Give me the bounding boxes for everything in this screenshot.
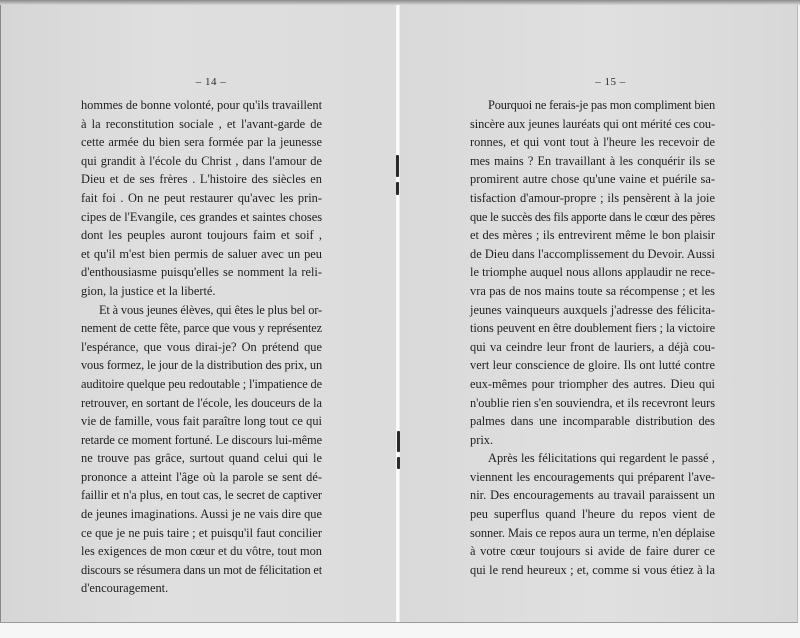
- text-line: cette armée du bien sera formée par la jeunesse: [81, 135, 322, 150]
- text-line: retarde ce moment fortuné. Le discours lui-même: [81, 432, 322, 447]
- text-line: à votre cœur toujours si avide de faire durer ce: [470, 544, 715, 559]
- text-line: nement de cette fête, parce que vous y représentez: [81, 321, 322, 336]
- text-line: Et à vous jeunes élèves, qui êtes le plus bel or-: [99, 302, 322, 317]
- text-line: qui le rend heureux ; et, comme si vous étiez à la: [470, 562, 715, 577]
- text-line: sonner. Mais ce repos aura un terme, n'en déplaise: [470, 525, 715, 540]
- left-page-body: [81, 96, 322, 598]
- text-line: fait foi . On ne peut restaurer qu'avec les prin-: [81, 190, 322, 205]
- text-line: vra pas de nos mains toute sa récompense ; et les: [470, 283, 715, 298]
- text-line: viennent les encouragements qui préparent l'ave-: [470, 469, 715, 484]
- text-line: prix.: [470, 432, 494, 447]
- text-line: et qu'il m'est bien permis de saluer avec un peu: [81, 246, 322, 261]
- text-line: vert leur conscience de gloire. Ils ont lutté contre: [470, 358, 715, 373]
- text-line: les exigences de mon cœur et du vôtre, tout mon: [81, 544, 322, 559]
- right-page: [400, 5, 797, 622]
- text-line: d'encouragement.: [81, 581, 169, 596]
- text-line: n'oublie rien s'en souviendra, et ils recevront leurs: [470, 395, 715, 410]
- text-line: gion, la justice et la liberté.: [81, 283, 216, 298]
- text-line: Pourquoi ne ferais-je pas mon compliment bien: [488, 98, 715, 112]
- text-line: ronnes, et qui vont tout à l'heure les recevoir de: [470, 135, 715, 150]
- text-line: retrouver, en sortant de l'école, les douceurs de la: [81, 395, 322, 410]
- text-line: et des mères ; ils entrevirent même le bon plaisir: [470, 228, 715, 243]
- booklet-spread: [0, 5, 798, 623]
- text-line: que le succès des fils apporte dans le cœur des pères: [470, 209, 715, 224]
- text-line: tions peuvent en être doublement fiers ; la victoire: [470, 321, 715, 336]
- text-line: palmes dans une incomparable distribution des: [470, 414, 715, 429]
- text-line: tisfaction d'amour-propre ; ils pensèrent à la joie: [470, 190, 715, 205]
- right-page-body: [470, 96, 715, 579]
- text-line: ce que je ne puis taire ; et puisqu'il faut concilier: [81, 525, 322, 540]
- text-line: promirent autre chose qu'une vaine et puérile sa-: [470, 172, 715, 187]
- text-line: le triomphe auquel nous allons applaudir ne rece-: [470, 265, 715, 280]
- text-line: mes mains ? En travaillant à les conquérir ils se: [470, 153, 715, 168]
- text-line: vous formez, le jour de la distribution des prix, un: [81, 358, 322, 373]
- staple-top: [396, 155, 399, 177]
- text-line: faillir et n'a plus, en tout cas, le secret de captiver: [81, 488, 322, 503]
- text-line: de Dieu dans l'accomplissement du Devoir. Aussi: [470, 246, 715, 261]
- text-line: sincère aux jeunes lauréats qui ont mérité ces cou-: [470, 116, 715, 131]
- text-line: Après les félicitations qui regardent le passé ,: [488, 451, 715, 466]
- page-number-right: – 15 –: [595, 76, 626, 88]
- text-line: auditoire quelque peu redoutable ; l'impatience de: [81, 376, 322, 391]
- text-line: vie de famille, vous fait paraître long tout ce qui: [81, 414, 322, 429]
- text-line: prononce a atteint l'âge où la parole se sent dé-: [81, 469, 322, 484]
- text-line: hommes de bonne volonté, pour qu'ils travaillent: [81, 98, 322, 112]
- text-line: ne trouve pas grâce, surtout quand celui qui le: [81, 451, 322, 466]
- staple-top-lower: [396, 182, 399, 195]
- text-line: qui grandit à l'école du Christ , dans l'amour de: [81, 153, 322, 168]
- page-number-left: – 14 –: [195, 76, 227, 88]
- text-line: jeunes vainqueurs auxquels j'adresse des félicita-: [470, 302, 715, 317]
- left-page: [0, 5, 397, 622]
- text-line: eux-mêmes pour triompher des autres. Dieu qui: [470, 376, 715, 391]
- text-line: peu superflus quand l'heure du repos vient de: [470, 507, 715, 522]
- text-line: nir. Des encouragements au travail paraissent un: [470, 488, 715, 503]
- text-line: dont les peuples auront toujours faim et soif ,: [81, 228, 322, 243]
- text-line: cipes de l'Evangile, ces grandes et saintes choses: [81, 209, 322, 224]
- text-line: qui va ceindre leur front de lauriers, a déjà cou-: [470, 339, 715, 354]
- text-line: Dieu et de ses frères . L'histoire des siècles en: [81, 172, 322, 187]
- scanner-bottom-margin: [0, 623, 800, 638]
- text-line: l'espérance, que vous dirai-je? On prétend que: [81, 339, 322, 354]
- text-line: d'enthousiasme puisqu'elles se nomment la reli-: [81, 265, 322, 280]
- text-line: discours se résumera dans un mot de félicitation et: [81, 562, 322, 577]
- text-line: de jeunes imaginations. Aussi je ne vais dire que: [81, 507, 322, 522]
- text-line: à la reconstitution sociale , et l'avant-garde de: [81, 116, 322, 131]
